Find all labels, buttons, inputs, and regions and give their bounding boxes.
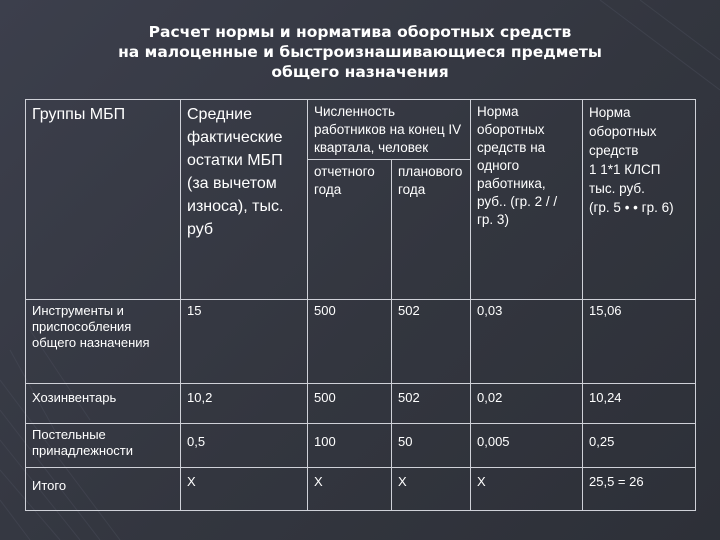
row-planned-cell: 502 [392,384,471,424]
total-group-cell: Итого [26,468,181,511]
row-per-worker-cell: 0,02 [471,384,583,424]
row-reported-cell: 100 [308,424,392,468]
total-per-worker-cell: X [471,468,583,511]
row-reported-cell: 500 [308,384,392,424]
header-groups: Группы МБП [26,100,181,300]
row-norm-cell: 10,24 [583,384,696,424]
page-title [0,22,720,82]
row-avg-cell: 10,2 [181,384,308,424]
total-reported-cell: X [308,468,392,511]
header-planned-year: планового года [392,160,471,300]
row-reported-cell: 500 [308,300,392,384]
row-planned-cell: 502 [392,300,471,384]
title-line-3: общего назначения [271,63,449,81]
total-norm-cell: 25,5 = 26 [583,468,696,511]
title-line-2: на малоценные и быстроизнашивающиеся предметы [118,43,602,61]
header-reported-year: отчетного года [308,160,392,300]
title-line-1: Расчет нормы и норматива оборотных средств [148,23,572,41]
row-group-cell: Инструменты и приспособления общего назначения [26,300,181,384]
header-norm-funds-calc: (гр. 5 • • гр. 6) [589,200,674,215]
row-per-worker-cell: 0,03 [471,300,583,384]
row-group-cell: Постельные принадлежности [26,424,181,468]
row-group-cell: Хозинвентарь [26,384,181,424]
row-per-worker-cell: 0,005 [471,424,583,468]
mbp-norm-table [25,99,696,511]
row-planned-cell: 50 [392,424,471,468]
total-planned-cell: X [392,468,471,511]
header-norm-funds [583,100,696,300]
header-norm-funds-formula: 1 1*1 КЛСП [589,162,661,177]
header-avg-balances: Средние фактические остатки МБП (за вычетом износа), тыс. руб [181,100,308,300]
header-norm-funds-unit: тыс. руб. [589,181,645,196]
row-norm-cell: 15,06 [583,300,696,384]
total-avg-cell: X [181,468,308,511]
header-norm-per-worker: Норма оборотных средств на одного работника, руб.. (гр. 2 / / гр. 3) [471,100,583,300]
header-norm-funds-label: Норма оборотных средств [589,105,657,158]
header-headcount: Численность работников на конец IV квартала, человек [308,100,471,160]
row-avg-cell: 0,5 [181,424,308,468]
row-norm-cell: 0,25 [583,424,696,468]
row-avg-cell: 15 [181,300,308,384]
